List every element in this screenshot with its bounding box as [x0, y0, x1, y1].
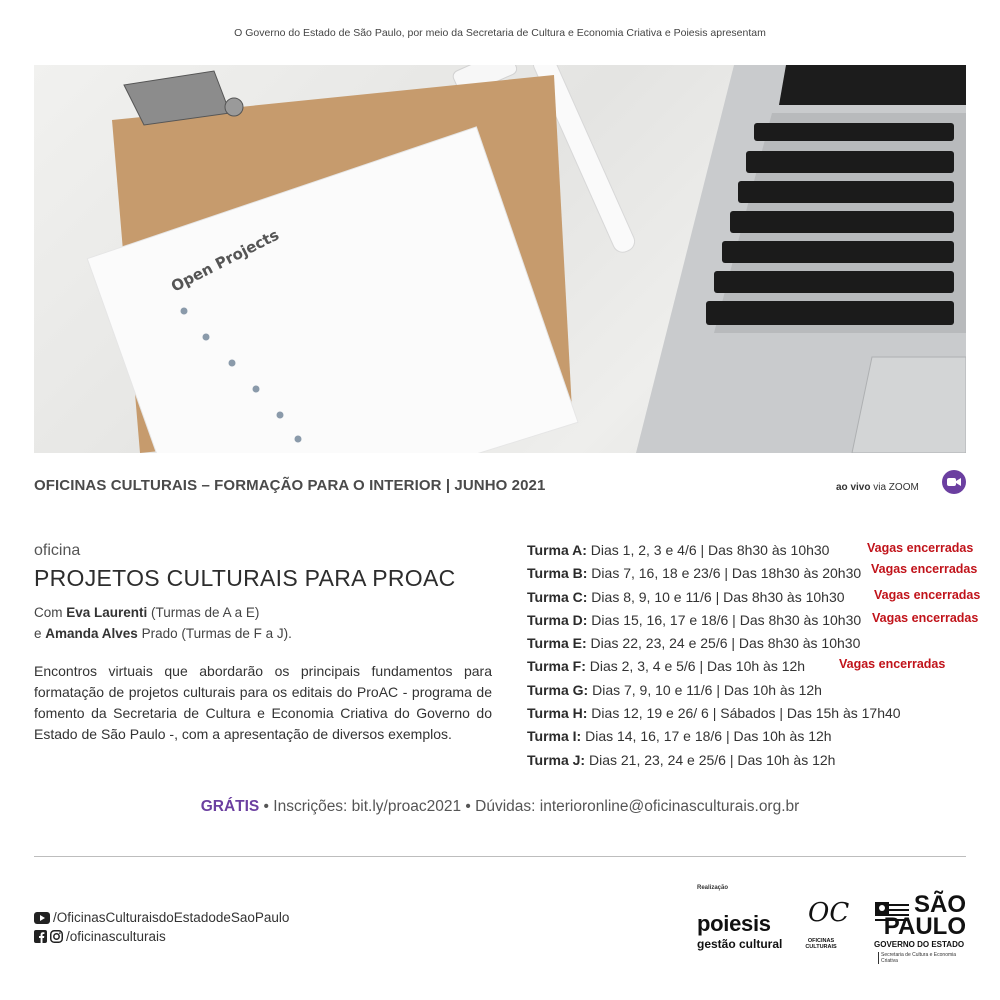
poiesis-logo-subtitle: gestão cultural	[697, 937, 783, 951]
divider	[34, 856, 966, 857]
turmas-list	[527, 540, 997, 773]
banner-title: OFICINAS CULTURAIS – FORMAÇÃO PARA O INTERIOR | JUNHO 2021	[34, 477, 546, 494]
turma-f: Turma F: Dias 2, 3, 4 e 5/6 | Das 10h às 12h Vagas encerradas	[527, 656, 997, 679]
turma-b: Turma B: Dias 7, 16, 18 e 23/6 | Das 18h30 às 20h30 Vagas encerradas	[527, 563, 997, 586]
poiesis-logo: poiesis	[697, 911, 771, 936]
live-zoom-label: ao vivo via ZOOM	[836, 482, 919, 493]
signup-info	[34, 798, 966, 816]
instagram-icon	[50, 930, 63, 943]
workshop-description: Encontros virtuais que abordarão os principais fundamentos para formatação de projetos culturais para os editais do ProAC - programa de fomento da Secretaria de Cultura e Economia Criativa do Governo do Estado de São Paulo -, com a apresentação de diversos exemplos.	[34, 663, 492, 742]
status-badge: Vagas encerradas	[867, 541, 974, 555]
status-badge: Vagas encerradas	[872, 610, 979, 625]
instructor-line-1: Com Eva Laurenti (Turmas de A a E)	[34, 605, 260, 620]
hero-image	[34, 65, 966, 453]
turma-i: Turma I: Dias 14, 16, 17 e 18/6 | Das 10h às 12h	[527, 728, 832, 745]
sao-paulo-logo: SÃO PAULO	[883, 891, 966, 940]
turma-h: Turma H: Dias 12, 19 e 26/ 6 | Sábados | Das 15h às 17h40	[527, 705, 901, 722]
video-camera-icon	[942, 470, 966, 494]
clipboard-text: Open Projects	[168, 225, 282, 296]
instructor-line-2: e Amanda Alves Prado (Turmas de F a J).	[34, 626, 292, 641]
turma-e: Turma E: Dias 22, 23, 24 e 25/6 | Das 8h30 às 10h30	[527, 635, 861, 652]
youtube-handle[interactable]: /OficinasCulturaisdoEstadodeSaoPaulo	[53, 910, 290, 925]
laptop-illustration	[636, 65, 966, 453]
clipboard-illustration	[77, 71, 586, 453]
page-title: PROJETOS CULTURAIS PARA PROAC	[34, 565, 456, 591]
turma-g: Turma G: Dias 7, 9, 10 e 11/6 | Das 10h às 12h	[527, 681, 822, 698]
signup-text[interactable]: • Inscrições: bit.ly/proac2021 • Dúvidas: interioronline@oficinasculturais.org.br	[259, 798, 800, 815]
social-youtube[interactable]	[34, 910, 289, 925]
sao-paulo-logo-gov: GOVERNO DO ESTADO	[874, 940, 965, 949]
turma-d: Turma D: Dias 15, 16, 17 e 18/6 | Das 8h30 às 10h30 Vagas encerradas	[527, 610, 997, 633]
top-credit: O Governo do Estado de São Paulo, por meio da Secretaria de Cultura e Economia Criativa e Poiesis apresentam	[234, 27, 766, 39]
turma-c: Turma C: Dias 8, 9, 10 e 11/6 | Das 8h30 às 10h30 Vagas encerradas	[527, 587, 997, 610]
instagram-handle[interactable]: /oficinasculturais	[66, 929, 166, 944]
status-badge: Vagas encerradas	[871, 562, 978, 577]
realizacao-label: Realização	[697, 885, 729, 891]
status-badge: Vagas encerradas	[839, 657, 946, 672]
oficina-label: oficina	[34, 542, 81, 559]
turma-j: Turma J: Dias 21, 23, 24 e 25/6 | Das 10h às 12h	[527, 751, 836, 768]
youtube-icon	[34, 912, 50, 924]
turma-a: Turma A: Dias 1, 2, 3 e 4/6 | Das 8h30 às 10h30 Vagas encerradas	[527, 540, 997, 563]
social-facebook-instagram[interactable]	[34, 929, 166, 944]
sao-paulo-logo-secretaria: Secretaria de Cultura e Economia Criativa	[878, 952, 958, 964]
oficinas-culturais-logo-text: OFICINAS CULTURAIS	[805, 938, 837, 950]
oficinas-culturais-logo: OC	[808, 898, 850, 928]
free-label: GRÁTIS	[200, 798, 260, 815]
facebook-icon	[34, 930, 47, 943]
status-badge: Vagas encerradas	[874, 587, 981, 602]
